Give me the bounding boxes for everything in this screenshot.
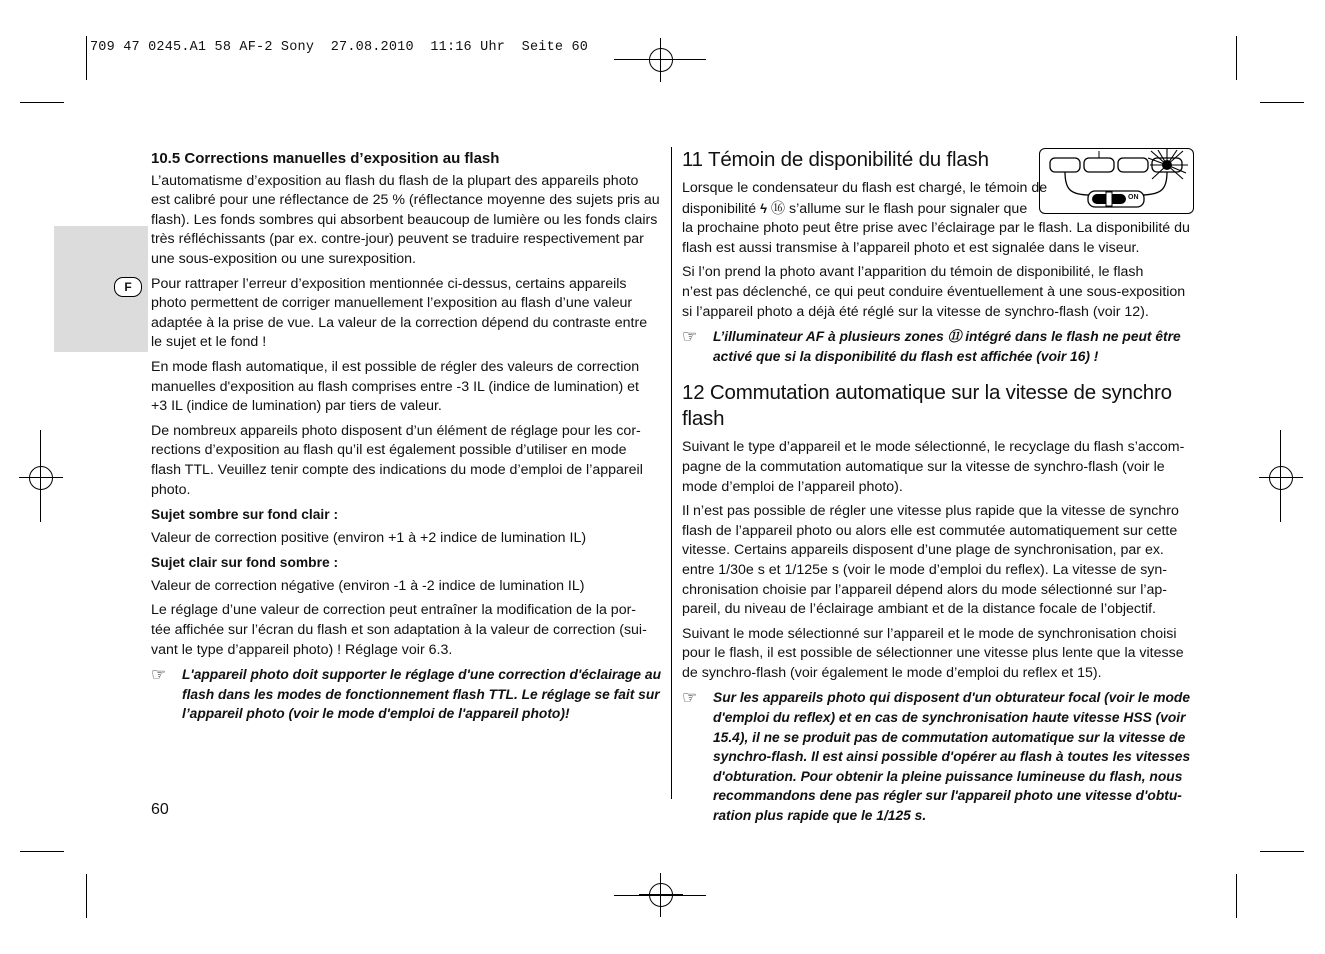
pointing-hand-icon: ☞ [682, 327, 698, 347]
paragraph: Si l’on prend la photo avant l’apparition du témoin de disponibilité, le flash n’est pas déclenché, ce qui peut conduire éventuellement à une sous-exposition si l’appareil photo a déjà été réglé sur la vitesse de synchro-flash (voir 12). [682, 264, 1186, 320]
paragraph: L’automatisme d’exposition au flash du flash de la plupart des appareils photo est calibré pour une réflectance de 25 % (réflectance moyenne des sujets pris au flash). Les fonds sombres qui absorbent beaucoup de lumière ou les fonds clairs très réfléchissants (par ex. contre-jour) peuvent se traduire respectivement par une sous-exposition ou une surexposition. [151, 172, 660, 267]
page-number: 60 [151, 801, 169, 818]
trim-mark [1236, 36, 1237, 80]
section-heading-12: 12 Commutation automatique sur la vitesse de synchro flash [682, 381, 1172, 431]
paragraph: Suivant le mode sélectionné sur l’appareil et le mode de synchronisation choisi pour le flash, il est possible de sélectionner une vitesse plus lente que la vitesse de synchro-flash (voir également le mode d’emploi du reflex et 15). [682, 625, 1184, 681]
column-divider [671, 147, 672, 799]
subheading-dark-subject: Sujet sombre sur fond clair : [151, 507, 339, 523]
paragraph: En mode flash automatique, il est possible de régler des valeurs de correction manuelles d'exposition au flash comprises entre -3 IL (indice de lumination) et +3 IL (indice de lumination) par tiers de valeur. [151, 358, 640, 415]
trim-mark [86, 874, 87, 918]
trim-mark [1260, 851, 1304, 852]
trim-mark [614, 59, 706, 60]
note-block: ☞ L’illuminateur AF à plusieurs zones ⑪ intégré dans le flash ne peut être activé que si la disponibilité du flash est affichée (voir 16) ! [682, 327, 1181, 364]
trim-mark [86, 36, 87, 80]
paragraph: Le réglage d’une valeur de correction peut entraîner la modification de la por- tée affichée sur l’écran du flash et son adaptation à la valeur de correction (sui- vant le type d’appareil photo) ! Réglage voir 6.3. [151, 602, 647, 658]
paragraph: De nombreux appareils photo disposent d’un élément de réglage pour les cor- rections d’exposition au flash qu’il est également possible d’utiliser en mode flash TTL. Veuillez tenir compte des indications du mode d’emploi de l’appareil photo. [151, 422, 643, 498]
right-column [682, 147, 1194, 831]
paragraph: Il n’est pas possible de régler une vitesse plus rapide que la vitesse de synchro flash de l’appareil photo ou alors elle est commutée automatiquement sur cette vitesse. Certains appareils disposent d’une plage de synchronisation, par ex. entre 1/30e s et 1/125e s (voir le mode d’emploi du reflex). La vitesse de syn- chronisation choisie par l’appareil dépend alors du mode sélectionné sur l’ap- pareil, du niveau de l’éclairage ambiant et de la distance focale de l’objectif. [682, 503, 1179, 618]
flash-bolt-icon: ϟ [760, 200, 767, 216]
trim-mark [20, 851, 64, 852]
print-slug: 709 47 0245.A1 58 AF-2 Sony 27.08.2010 11:16 Uhr Seite 60 [90, 40, 589, 55]
registration-mark-icon [639, 38, 683, 82]
subheading-light-subject: Sujet clair sur fond sombre : [151, 555, 339, 571]
trim-mark [1236, 874, 1237, 918]
registration-mark-icon [1259, 456, 1303, 500]
paragraph: Lorsque le condensateur du flash est chargé, le témoin de disponibilité ϟ ⑯ s’allume sur le flash pour signaler que la prochaine photo peut être prise avec l’éclairage par le flash. La disponibilité du flash est aussi transmise à l’appareil photo et est signalée dans le viseur. [682, 180, 1190, 256]
registration-mark-icon [19, 456, 63, 500]
left-column [151, 149, 663, 729]
paragraph: Suivant le type d’appareil et le mode sélectionné, le recyclage du flash s’accom- pagne de la commutation automatique sur la vitesse de synchro-flash (voir le mode d’emploi de l’appareil photo). [682, 439, 1185, 495]
trim-mark [40, 430, 41, 522]
section-heading-10-5: 10.5 Corrections manuelles d’exposition au flash [151, 150, 500, 167]
pointing-hand-icon: ☞ [151, 665, 167, 685]
trim-mark [1260, 102, 1304, 103]
pointing-hand-icon: ☞ [682, 688, 698, 708]
language-badge: F [114, 277, 142, 297]
note-block: ☞ L'appareil photo doit supporter le réglage d'une correction d'éclairage au flash dans les modes de fonctionnement flash TTL. Le réglage se fait sur l’appareil photo (voir le mode d'emploi de l'appareil photo)! [151, 665, 662, 722]
paragraph: Valeur de correction positive (environ +1 à +2 indice de lumination IL) [151, 529, 587, 546]
paragraph: Valeur de correction négative (environ -1 à -2 indice de lumination IL) [151, 577, 585, 594]
trim-mark [614, 895, 706, 896]
trim-mark [1280, 430, 1281, 522]
trim-mark [20, 102, 64, 103]
paragraph: Pour rattraper l’erreur d’exposition mentionnée ci-dessus, certains appareils photo permettent de corriger manuellement l’exposition au flash d’une valeur adaptée à la prise de vue. La valeur de la correction dépend du contraste entre le sujet et le fond ! [151, 275, 648, 351]
note-block: ☞ Sur les appareils photo qui disposent d'un obturateur focal (voir le mode d'emploi du reflex) et en cas de synchronisation haute vitesse HSS (voir 15.4), il ne se produit pas de commutation automatique sur la vitesse de synchro-flash. Il est ainsi possible d'opérer au flash à toutes les vitesses d'obturation. Pour obtenir la pleine puissance lumineuse du flash, nous recommandons dene pas régler sur l'appareil photo une vitesse d'obtu- ration plus rapide que le 1/125 s. [682, 688, 1191, 824]
section-heading-11: 11 Témoin de disponibilité du flash [682, 148, 989, 171]
switch-on-label: ON [1128, 194, 1139, 201]
